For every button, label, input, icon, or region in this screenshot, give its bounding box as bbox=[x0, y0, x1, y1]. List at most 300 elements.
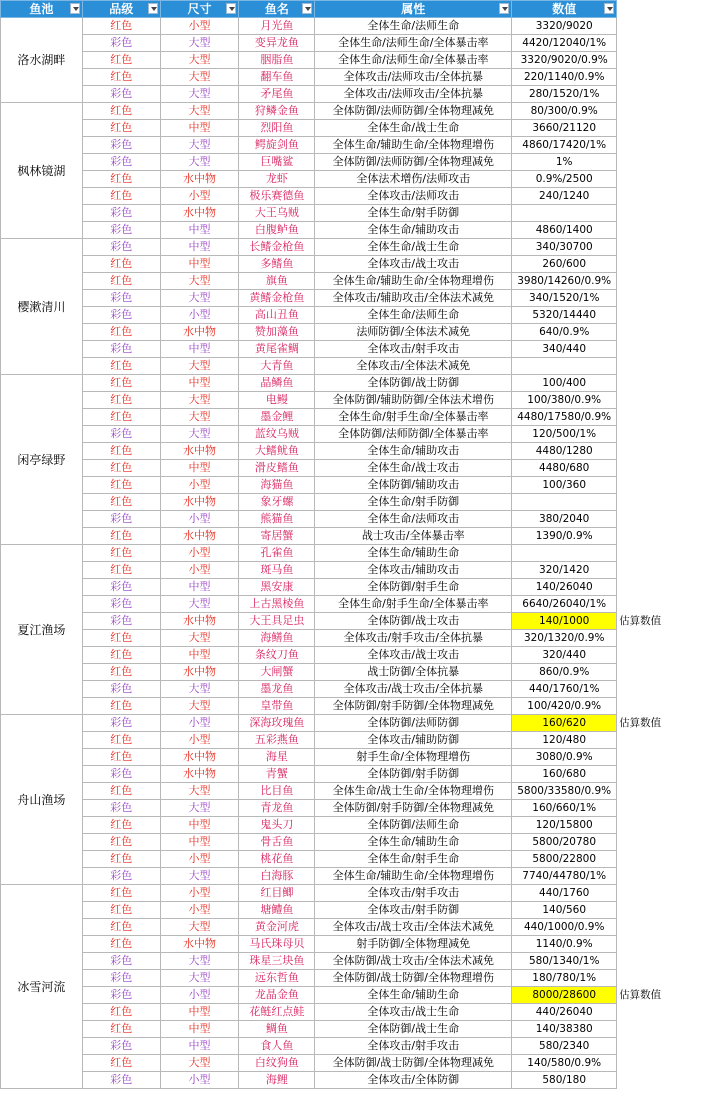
col-header-value[interactable]: 数值 bbox=[512, 1, 617, 18]
grade-cell[interactable]: 红色 bbox=[82, 834, 160, 851]
attribute-cell[interactable]: 全体攻击/战士攻击 bbox=[315, 256, 512, 273]
value-cell[interactable]: 80/300/0.9% bbox=[512, 103, 617, 120]
attribute-cell[interactable]: 全体攻击/辅助攻击 bbox=[315, 562, 512, 579]
attribute-cell[interactable]: 全体攻击/战士攻击/全体抗暴 bbox=[315, 681, 512, 698]
grade-cell[interactable]: 红色 bbox=[82, 52, 160, 69]
attribute-cell[interactable]: 全体法术增伤/法师攻击 bbox=[315, 171, 512, 188]
value-cell[interactable]: 220/1140/0.9% bbox=[512, 69, 617, 86]
fish-name-cell[interactable]: 珠星三块鱼 bbox=[239, 953, 315, 970]
size-cell[interactable]: 大型 bbox=[160, 290, 239, 307]
value-cell[interactable] bbox=[512, 358, 617, 375]
grade-cell[interactable]: 红色 bbox=[82, 817, 160, 834]
pond-cell[interactable]: 闲亭绿野 bbox=[1, 375, 83, 545]
fish-name-cell[interactable]: 白海豚 bbox=[239, 868, 315, 885]
value-cell[interactable]: 140/580/0.9% bbox=[512, 1055, 617, 1072]
size-cell[interactable]: 大型 bbox=[160, 103, 239, 120]
grade-cell[interactable]: 红色 bbox=[82, 545, 160, 562]
fish-name-cell[interactable]: 电鳗 bbox=[239, 392, 315, 409]
attribute-cell[interactable]: 全体防御/法师防御/全体物理减免 bbox=[315, 154, 512, 171]
pond-cell[interactable]: 枫林镜湖 bbox=[1, 103, 83, 239]
value-cell[interactable]: 320/440 bbox=[512, 647, 617, 664]
attribute-cell[interactable]: 全体攻击/辅助防御 bbox=[315, 732, 512, 749]
size-cell[interactable]: 小型 bbox=[160, 1072, 239, 1089]
fish-name-cell[interactable]: 旗鱼 bbox=[239, 273, 315, 290]
fish-name-cell[interactable]: 海鳝鱼 bbox=[239, 630, 315, 647]
grade-cell[interactable]: 彩色 bbox=[82, 1072, 160, 1089]
grade-cell[interactable]: 彩色 bbox=[82, 681, 160, 698]
fish-name-cell[interactable]: 青蟹 bbox=[239, 766, 315, 783]
value-cell[interactable]: 280/1520/1% bbox=[512, 86, 617, 103]
value-cell[interactable]: 140/1000 bbox=[512, 613, 617, 630]
attribute-cell[interactable]: 全体生命/辅助生命/全体物理增伤 bbox=[315, 868, 512, 885]
size-cell[interactable]: 水中物 bbox=[160, 494, 239, 511]
value-cell[interactable]: 440/26040 bbox=[512, 1004, 617, 1021]
fish-name-cell[interactable]: 食人鱼 bbox=[239, 1038, 315, 1055]
size-cell[interactable]: 中型 bbox=[160, 256, 239, 273]
grade-cell[interactable]: 红色 bbox=[82, 885, 160, 902]
value-cell[interactable]: 380/2040 bbox=[512, 511, 617, 528]
col-header-grade[interactable]: 品级 bbox=[82, 1, 160, 18]
grade-cell[interactable]: 红色 bbox=[82, 120, 160, 137]
fish-name-cell[interactable]: 白腹鲈鱼 bbox=[239, 222, 315, 239]
grade-cell[interactable]: 彩色 bbox=[82, 1038, 160, 1055]
value-cell[interactable]: 340/440 bbox=[512, 341, 617, 358]
grade-cell[interactable]: 红色 bbox=[82, 188, 160, 205]
size-cell[interactable]: 小型 bbox=[160, 851, 239, 868]
size-cell[interactable]: 中型 bbox=[160, 1004, 239, 1021]
attribute-cell[interactable]: 全体生命/法师生命/全体暴击率 bbox=[315, 52, 512, 69]
value-cell[interactable]: 140/38380 bbox=[512, 1021, 617, 1038]
value-cell[interactable] bbox=[512, 205, 617, 222]
attribute-cell[interactable]: 全体生命/辅助生命/全体物理增伤 bbox=[315, 273, 512, 290]
fish-name-cell[interactable]: 孔雀鱼 bbox=[239, 545, 315, 562]
grade-cell[interactable]: 彩色 bbox=[82, 613, 160, 630]
attribute-cell[interactable]: 全体生命/射手生命/全体暴击率 bbox=[315, 596, 512, 613]
size-cell[interactable]: 大型 bbox=[160, 1055, 239, 1072]
fish-name-cell[interactable]: 高山丑鱼 bbox=[239, 307, 315, 324]
value-cell[interactable]: 3320/9020 bbox=[512, 18, 617, 35]
size-cell[interactable]: 小型 bbox=[160, 545, 239, 562]
grade-cell[interactable]: 红色 bbox=[82, 902, 160, 919]
fish-name-cell[interactable]: 黄鳍金枪鱼 bbox=[239, 290, 315, 307]
fish-name-cell[interactable]: 象牙螺 bbox=[239, 494, 315, 511]
fish-name-cell[interactable]: 骨舌鱼 bbox=[239, 834, 315, 851]
attribute-cell[interactable]: 全体防御/射手防御/全体物理减免 bbox=[315, 800, 512, 817]
grade-cell[interactable]: 彩色 bbox=[82, 868, 160, 885]
fish-name-cell[interactable]: 狩鳞金鱼 bbox=[239, 103, 315, 120]
grade-cell[interactable]: 红色 bbox=[82, 273, 160, 290]
fish-name-cell[interactable]: 鬼头刀 bbox=[239, 817, 315, 834]
grade-cell[interactable]: 彩色 bbox=[82, 511, 160, 528]
size-cell[interactable]: 小型 bbox=[160, 562, 239, 579]
fish-name-cell[interactable]: 黄金河虎 bbox=[239, 919, 315, 936]
grade-cell[interactable]: 彩色 bbox=[82, 341, 160, 358]
size-cell[interactable]: 中型 bbox=[160, 834, 239, 851]
grade-cell[interactable]: 红色 bbox=[82, 477, 160, 494]
fish-name-cell[interactable]: 斑马鱼 bbox=[239, 562, 315, 579]
fish-name-cell[interactable]: 翻车鱼 bbox=[239, 69, 315, 86]
size-cell[interactable]: 中型 bbox=[160, 817, 239, 834]
value-cell[interactable]: 1% bbox=[512, 154, 617, 171]
grade-cell[interactable]: 彩色 bbox=[82, 35, 160, 52]
attribute-cell[interactable]: 全体防御/战士攻击 bbox=[315, 613, 512, 630]
value-cell[interactable]: 580/180 bbox=[512, 1072, 617, 1089]
attribute-cell[interactable]: 全体防御/射手防御/全体物理减免 bbox=[315, 698, 512, 715]
attribute-cell[interactable]: 全体防御/法师防御 bbox=[315, 715, 512, 732]
attribute-cell[interactable]: 全体防御/辅助攻击 bbox=[315, 477, 512, 494]
value-cell[interactable]: 320/1420 bbox=[512, 562, 617, 579]
fish-name-cell[interactable]: 比目鱼 bbox=[239, 783, 315, 800]
fish-name-cell[interactable]: 龙晶金鱼 bbox=[239, 987, 315, 1004]
attribute-cell[interactable]: 全体攻击/射手攻击 bbox=[315, 885, 512, 902]
attribute-cell[interactable]: 全体攻击/射手攻击 bbox=[315, 1038, 512, 1055]
value-cell[interactable]: 4860/1400 bbox=[512, 222, 617, 239]
grade-cell[interactable]: 彩色 bbox=[82, 715, 160, 732]
grade-cell[interactable]: 彩色 bbox=[82, 154, 160, 171]
grade-cell[interactable]: 彩色 bbox=[82, 239, 160, 256]
value-cell[interactable]: 6640/26040/1% bbox=[512, 596, 617, 613]
size-cell[interactable]: 大型 bbox=[160, 681, 239, 698]
attribute-cell[interactable]: 全体生命/射手生命/全体暴击率 bbox=[315, 409, 512, 426]
size-cell[interactable]: 小型 bbox=[160, 987, 239, 1004]
fish-name-cell[interactable]: 赞加藻鱼 bbox=[239, 324, 315, 341]
size-cell[interactable]: 中型 bbox=[160, 460, 239, 477]
grade-cell[interactable]: 红色 bbox=[82, 392, 160, 409]
size-cell[interactable]: 大型 bbox=[160, 409, 239, 426]
grade-cell[interactable]: 红色 bbox=[82, 647, 160, 664]
size-cell[interactable]: 大型 bbox=[160, 800, 239, 817]
attribute-cell[interactable]: 全体生命/辅助生命 bbox=[315, 987, 512, 1004]
size-cell[interactable]: 小型 bbox=[160, 511, 239, 528]
fish-name-cell[interactable]: 五彩燕鱼 bbox=[239, 732, 315, 749]
fish-name-cell[interactable]: 大闸蟹 bbox=[239, 664, 315, 681]
fish-name-cell[interactable]: 烈阳鱼 bbox=[239, 120, 315, 137]
grade-cell[interactable]: 彩色 bbox=[82, 86, 160, 103]
attribute-cell[interactable]: 全体攻击/射手攻击/全体抗暴 bbox=[315, 630, 512, 647]
fish-name-cell[interactable]: 皇带鱼 bbox=[239, 698, 315, 715]
attribute-cell[interactable]: 全体攻击/战士攻击 bbox=[315, 647, 512, 664]
attribute-cell[interactable]: 全体生命/战士攻击 bbox=[315, 460, 512, 477]
size-cell[interactable]: 小型 bbox=[160, 902, 239, 919]
size-cell[interactable]: 小型 bbox=[160, 18, 239, 35]
fish-name-cell[interactable]: 海鲤 bbox=[239, 1072, 315, 1089]
size-cell[interactable]: 大型 bbox=[160, 154, 239, 171]
attribute-cell[interactable]: 全体防御/战士防御/全体物理增伤 bbox=[315, 970, 512, 987]
value-cell[interactable]: 3320/9020/0.9% bbox=[512, 52, 617, 69]
attribute-cell[interactable]: 全体生命/辅助攻击 bbox=[315, 222, 512, 239]
grade-cell[interactable]: 红色 bbox=[82, 851, 160, 868]
value-cell[interactable]: 120/15800 bbox=[512, 817, 617, 834]
value-cell[interactable]: 160/620 bbox=[512, 715, 617, 732]
attribute-cell[interactable]: 全体防御/战士攻击/全体法术减免 bbox=[315, 953, 512, 970]
attribute-cell[interactable]: 全体生命/辅助生命 bbox=[315, 545, 512, 562]
fish-name-cell[interactable]: 青龙鱼 bbox=[239, 800, 315, 817]
value-cell[interactable]: 340/1520/1% bbox=[512, 290, 617, 307]
value-cell[interactable]: 7740/44780/1% bbox=[512, 868, 617, 885]
size-cell[interactable]: 大型 bbox=[160, 868, 239, 885]
value-cell[interactable]: 3980/14260/0.9% bbox=[512, 273, 617, 290]
grade-cell[interactable]: 红色 bbox=[82, 69, 160, 86]
size-cell[interactable]: 大型 bbox=[160, 953, 239, 970]
attribute-cell[interactable]: 全体攻击/战士生命 bbox=[315, 1004, 512, 1021]
value-cell[interactable]: 580/2340 bbox=[512, 1038, 617, 1055]
fish-name-cell[interactable]: 黑安康 bbox=[239, 579, 315, 596]
attribute-cell[interactable]: 全体攻击/法师攻击/全体抗暴 bbox=[315, 69, 512, 86]
grade-cell[interactable]: 彩色 bbox=[82, 766, 160, 783]
fish-name-cell[interactable]: 蓝纹乌贼 bbox=[239, 426, 315, 443]
fish-name-cell[interactable]: 多鳍鱼 bbox=[239, 256, 315, 273]
value-cell[interactable]: 1140/0.9% bbox=[512, 936, 617, 953]
pond-cell[interactable]: 夏江渔场 bbox=[1, 545, 83, 715]
size-cell[interactable]: 中型 bbox=[160, 239, 239, 256]
value-cell[interactable]: 8000/28600 bbox=[512, 987, 617, 1004]
size-cell[interactable]: 中型 bbox=[160, 341, 239, 358]
attribute-cell[interactable]: 射手防御/全体物理减免 bbox=[315, 936, 512, 953]
attribute-cell[interactable]: 全体攻击/法师攻击/全体抗暴 bbox=[315, 86, 512, 103]
value-cell[interactable]: 0.9%/2500 bbox=[512, 171, 617, 188]
attribute-cell[interactable]: 全体攻击/射手攻击 bbox=[315, 341, 512, 358]
attribute-cell[interactable]: 战士攻击/全体暴击率 bbox=[315, 528, 512, 545]
value-cell[interactable]: 120/480 bbox=[512, 732, 617, 749]
fish-name-cell[interactable]: 晶鳞鱼 bbox=[239, 375, 315, 392]
fish-name-cell[interactable]: 墨金鲤 bbox=[239, 409, 315, 426]
size-cell[interactable]: 小型 bbox=[160, 307, 239, 324]
fish-name-cell[interactable]: 寄居蟹 bbox=[239, 528, 315, 545]
fish-name-cell[interactable]: 海猫鱼 bbox=[239, 477, 315, 494]
attribute-cell[interactable]: 全体防御/法师防御/全体暴击率 bbox=[315, 426, 512, 443]
grade-cell[interactable]: 红色 bbox=[82, 324, 160, 341]
attribute-cell[interactable]: 全体生命/辅助生命/全体物理增伤 bbox=[315, 137, 512, 154]
grade-cell[interactable]: 红色 bbox=[82, 732, 160, 749]
grade-cell[interactable]: 彩色 bbox=[82, 307, 160, 324]
size-cell[interactable]: 中型 bbox=[160, 222, 239, 239]
size-cell[interactable]: 水中物 bbox=[160, 749, 239, 766]
attribute-cell[interactable]: 全体防御/射手防御 bbox=[315, 766, 512, 783]
pond-cell[interactable]: 樱漱清川 bbox=[1, 239, 83, 375]
filter-dropdown-icon[interactable] bbox=[226, 3, 236, 14]
grade-cell[interactable]: 彩色 bbox=[82, 205, 160, 222]
fish-name-cell[interactable]: 极乐赛德鱼 bbox=[239, 188, 315, 205]
attribute-cell[interactable]: 全体生命/战士生命 bbox=[315, 239, 512, 256]
size-cell[interactable]: 水中物 bbox=[160, 664, 239, 681]
size-cell[interactable]: 大型 bbox=[160, 273, 239, 290]
size-cell[interactable]: 大型 bbox=[160, 630, 239, 647]
size-cell[interactable]: 小型 bbox=[160, 477, 239, 494]
attribute-cell[interactable]: 全体防御/辅助防御/全体法术增伤 bbox=[315, 392, 512, 409]
grade-cell[interactable]: 红色 bbox=[82, 375, 160, 392]
value-cell[interactable]: 4480/680 bbox=[512, 460, 617, 477]
fish-name-cell[interactable]: 大青鱼 bbox=[239, 358, 315, 375]
attribute-cell[interactable]: 全体防御/法师生命 bbox=[315, 817, 512, 834]
size-cell[interactable]: 水中物 bbox=[160, 613, 239, 630]
attribute-cell[interactable]: 全体攻击/法师攻击 bbox=[315, 188, 512, 205]
col-header-fish[interactable]: 鱼名 bbox=[239, 1, 315, 18]
grade-cell[interactable]: 红色 bbox=[82, 698, 160, 715]
size-cell[interactable]: 小型 bbox=[160, 715, 239, 732]
attribute-cell[interactable]: 全体攻击/全体法术减免 bbox=[315, 358, 512, 375]
value-cell[interactable]: 4480/1280 bbox=[512, 443, 617, 460]
value-cell[interactable]: 160/660/1% bbox=[512, 800, 617, 817]
fish-name-cell[interactable]: 海星 bbox=[239, 749, 315, 766]
value-cell[interactable]: 5800/20780 bbox=[512, 834, 617, 851]
grade-cell[interactable]: 红色 bbox=[82, 409, 160, 426]
fish-name-cell[interactable]: 巨嘴鲨 bbox=[239, 154, 315, 171]
value-cell[interactable]: 120/500/1% bbox=[512, 426, 617, 443]
attribute-cell[interactable]: 全体生命/射手防御 bbox=[315, 494, 512, 511]
fish-name-cell[interactable]: 塘鳢鱼 bbox=[239, 902, 315, 919]
attribute-cell[interactable]: 全体生命/辅助攻击 bbox=[315, 443, 512, 460]
attribute-cell[interactable]: 全体生命/战士生命/全体物理增伤 bbox=[315, 783, 512, 800]
value-cell[interactable]: 440/1760 bbox=[512, 885, 617, 902]
attribute-cell[interactable]: 全体攻击/战士攻击/全体法术减免 bbox=[315, 919, 512, 936]
col-header-attr[interactable]: 属性 bbox=[315, 1, 512, 18]
grade-cell[interactable]: 彩色 bbox=[82, 290, 160, 307]
grade-cell[interactable]: 彩色 bbox=[82, 987, 160, 1004]
grade-cell[interactable]: 红色 bbox=[82, 783, 160, 800]
size-cell[interactable]: 中型 bbox=[160, 579, 239, 596]
size-cell[interactable]: 大型 bbox=[160, 52, 239, 69]
fish-name-cell[interactable]: 深海玫瑰鱼 bbox=[239, 715, 315, 732]
size-cell[interactable]: 中型 bbox=[160, 647, 239, 664]
value-cell[interactable]: 5320/14440 bbox=[512, 307, 617, 324]
attribute-cell[interactable]: 全体防御/射手生命 bbox=[315, 579, 512, 596]
value-cell[interactable]: 4420/12040/1% bbox=[512, 35, 617, 52]
size-cell[interactable]: 水中物 bbox=[160, 171, 239, 188]
fish-name-cell[interactable]: 鳄旋剑鱼 bbox=[239, 137, 315, 154]
fish-name-cell[interactable]: 熊猫鱼 bbox=[239, 511, 315, 528]
value-cell[interactable]: 4480/17580/0.9% bbox=[512, 409, 617, 426]
col-header-pond[interactable]: 鱼池 bbox=[1, 1, 83, 18]
grade-cell[interactable]: 红色 bbox=[82, 18, 160, 35]
grade-cell[interactable]: 红色 bbox=[82, 358, 160, 375]
size-cell[interactable]: 大型 bbox=[160, 35, 239, 52]
value-cell[interactable]: 4860/17420/1% bbox=[512, 137, 617, 154]
value-cell[interactable]: 180/780/1% bbox=[512, 970, 617, 987]
grade-cell[interactable]: 彩色 bbox=[82, 596, 160, 613]
col-header-size[interactable]: 尺寸 bbox=[160, 1, 239, 18]
fish-name-cell[interactable]: 红目鲫 bbox=[239, 885, 315, 902]
fish-name-cell[interactable]: 远东哲鱼 bbox=[239, 970, 315, 987]
grade-cell[interactable]: 红色 bbox=[82, 936, 160, 953]
value-cell[interactable] bbox=[512, 494, 617, 511]
attribute-cell[interactable]: 全体防御/战士生命 bbox=[315, 1021, 512, 1038]
attribute-cell[interactable]: 全体生命/法师生命 bbox=[315, 18, 512, 35]
fish-name-cell[interactable]: 白纹狗鱼 bbox=[239, 1055, 315, 1072]
value-cell[interactable]: 160/680 bbox=[512, 766, 617, 783]
attribute-cell[interactable]: 全体防御/战士防御 bbox=[315, 375, 512, 392]
attribute-cell[interactable]: 全体生命/法师攻击 bbox=[315, 511, 512, 528]
grade-cell[interactable]: 红色 bbox=[82, 749, 160, 766]
size-cell[interactable]: 大型 bbox=[160, 970, 239, 987]
grade-cell[interactable]: 红色 bbox=[82, 528, 160, 545]
fish-name-cell[interactable]: 黄尾雀鲷 bbox=[239, 341, 315, 358]
value-cell[interactable]: 260/600 bbox=[512, 256, 617, 273]
filter-dropdown-icon[interactable] bbox=[148, 3, 158, 14]
size-cell[interactable]: 中型 bbox=[160, 1038, 239, 1055]
size-cell[interactable]: 大型 bbox=[160, 698, 239, 715]
value-cell[interactable]: 580/1340/1% bbox=[512, 953, 617, 970]
attribute-cell[interactable]: 全体攻击/辅助攻击/全体法术减免 bbox=[315, 290, 512, 307]
value-cell[interactable]: 240/1240 bbox=[512, 188, 617, 205]
attribute-cell[interactable]: 全体生命/射手防御 bbox=[315, 205, 512, 222]
fish-name-cell[interactable]: 矛尾鱼 bbox=[239, 86, 315, 103]
grade-cell[interactable]: 彩色 bbox=[82, 800, 160, 817]
filter-dropdown-icon[interactable] bbox=[499, 3, 509, 14]
attribute-cell[interactable]: 全体攻击/全体防御 bbox=[315, 1072, 512, 1089]
fish-name-cell[interactable]: 桃花鱼 bbox=[239, 851, 315, 868]
grade-cell[interactable]: 红色 bbox=[82, 443, 160, 460]
pond-cell[interactable]: 冰雪河流 bbox=[1, 885, 83, 1089]
size-cell[interactable]: 小型 bbox=[160, 732, 239, 749]
value-cell[interactable]: 640/0.9% bbox=[512, 324, 617, 341]
size-cell[interactable]: 小型 bbox=[160, 188, 239, 205]
value-cell[interactable]: 340/30700 bbox=[512, 239, 617, 256]
filter-dropdown-icon[interactable] bbox=[70, 3, 80, 14]
size-cell[interactable]: 大型 bbox=[160, 919, 239, 936]
value-cell[interactable]: 860/0.9% bbox=[512, 664, 617, 681]
size-cell[interactable]: 水中物 bbox=[160, 443, 239, 460]
fish-name-cell[interactable]: 龙虾 bbox=[239, 171, 315, 188]
size-cell[interactable]: 大型 bbox=[160, 596, 239, 613]
grade-cell[interactable]: 红色 bbox=[82, 103, 160, 120]
grade-cell[interactable]: 红色 bbox=[82, 460, 160, 477]
size-cell[interactable]: 大型 bbox=[160, 783, 239, 800]
size-cell[interactable]: 中型 bbox=[160, 120, 239, 137]
fish-name-cell[interactable]: 月光鱼 bbox=[239, 18, 315, 35]
fish-name-cell[interactable]: 花鲢红点鲑 bbox=[239, 1004, 315, 1021]
grade-cell[interactable]: 彩色 bbox=[82, 222, 160, 239]
fish-name-cell[interactable]: 变异龙鱼 bbox=[239, 35, 315, 52]
size-cell[interactable]: 大型 bbox=[160, 137, 239, 154]
grade-cell[interactable]: 彩色 bbox=[82, 137, 160, 154]
fish-name-cell[interactable]: 条纹刀鱼 bbox=[239, 647, 315, 664]
value-cell[interactable]: 440/1760/1% bbox=[512, 681, 617, 698]
grade-cell[interactable]: 彩色 bbox=[82, 579, 160, 596]
fish-name-cell[interactable]: 大鳍鱿鱼 bbox=[239, 443, 315, 460]
attribute-cell[interactable]: 射手生命/全体物理增伤 bbox=[315, 749, 512, 766]
size-cell[interactable]: 水中物 bbox=[160, 205, 239, 222]
grade-cell[interactable]: 红色 bbox=[82, 562, 160, 579]
attribute-cell[interactable]: 全体防御/法师防御/全体物理减免 bbox=[315, 103, 512, 120]
filter-dropdown-icon[interactable] bbox=[302, 3, 312, 14]
pond-cell[interactable]: 舟山渔场 bbox=[1, 715, 83, 885]
size-cell[interactable]: 水中物 bbox=[160, 324, 239, 341]
grade-cell[interactable]: 红色 bbox=[82, 1021, 160, 1038]
size-cell[interactable]: 中型 bbox=[160, 375, 239, 392]
grade-cell[interactable]: 红色 bbox=[82, 919, 160, 936]
value-cell[interactable]: 140/26040 bbox=[512, 579, 617, 596]
attribute-cell[interactable]: 战士防御/全体抗暴 bbox=[315, 664, 512, 681]
size-cell[interactable]: 水中物 bbox=[160, 936, 239, 953]
value-cell[interactable]: 5800/33580/0.9% bbox=[512, 783, 617, 800]
fish-name-cell[interactable]: 胭脂鱼 bbox=[239, 52, 315, 69]
fish-name-cell[interactable]: 上古黑棱鱼 bbox=[239, 596, 315, 613]
value-cell[interactable]: 1390/0.9% bbox=[512, 528, 617, 545]
value-cell[interactable]: 140/560 bbox=[512, 902, 617, 919]
grade-cell[interactable]: 红色 bbox=[82, 256, 160, 273]
size-cell[interactable]: 大型 bbox=[160, 86, 239, 103]
attribute-cell[interactable]: 全体生命/法师生命/全体暴击率 bbox=[315, 35, 512, 52]
grade-cell[interactable]: 红色 bbox=[82, 494, 160, 511]
grade-cell[interactable]: 红色 bbox=[82, 630, 160, 647]
grade-cell[interactable]: 红色 bbox=[82, 171, 160, 188]
size-cell[interactable]: 小型 bbox=[160, 885, 239, 902]
fish-name-cell[interactable]: 长鳍金枪鱼 bbox=[239, 239, 315, 256]
value-cell[interactable]: 100/380/0.9% bbox=[512, 392, 617, 409]
grade-cell[interactable]: 红色 bbox=[82, 664, 160, 681]
fish-name-cell[interactable]: 大王具足虫 bbox=[239, 613, 315, 630]
grade-cell[interactable]: 红色 bbox=[82, 1004, 160, 1021]
